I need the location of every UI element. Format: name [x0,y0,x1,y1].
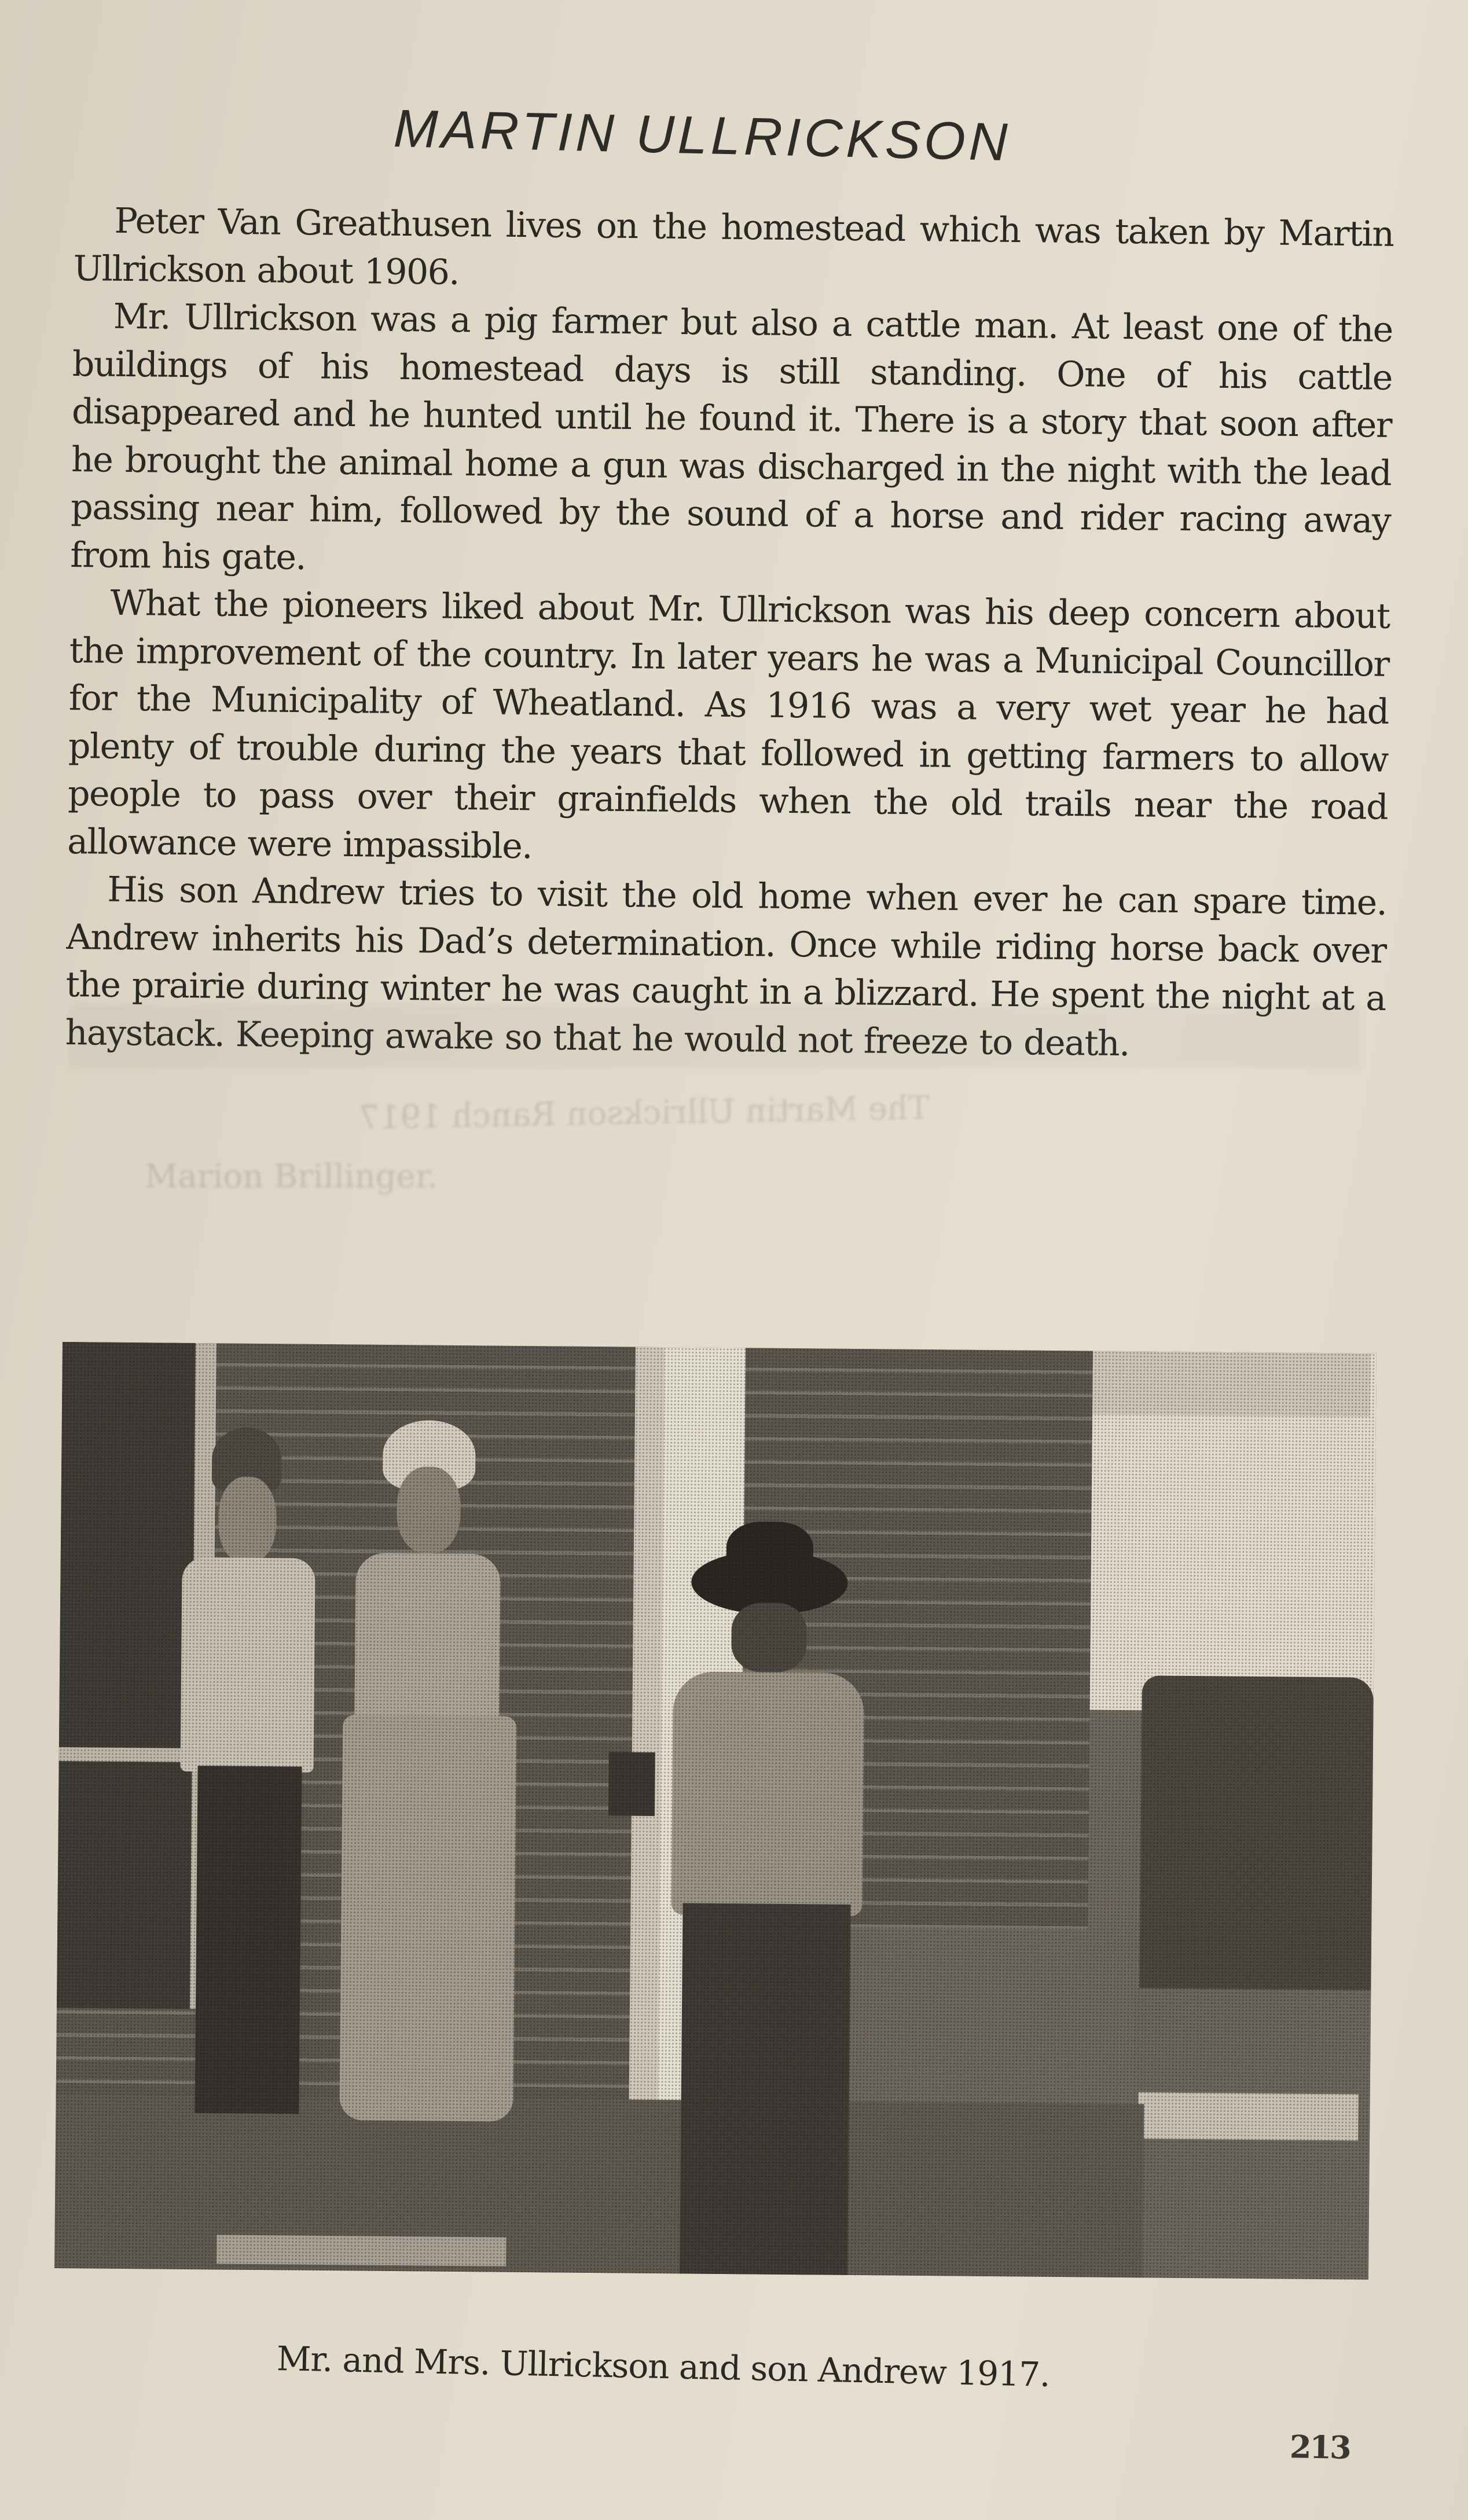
bleed-through-band [69,1004,1360,1068]
bleed-through-credit: Marion Brillinger. [145,1158,438,1195]
paragraph-3: What the pioneers liked about Mr. Ullrickson was his deep concern about the improvement of the country. In later years he was a Municipal Councillor for the Municipality of Wheatland. As 1916 was a very wet year he had plenty of trouble during the years that followed in getting farmers to allow people to pass over their grainfields when the old trails near the road allowance were impassible. [67,582,1390,867]
bleed-through-caption: The Martin Ullrickson Ranch 1917 [358,1089,930,1137]
paragraph-1: Peter Van Greathusen lives on the homestead which was taken by Martin Ullrickson about 1906. [73,200,1394,293]
paragraph-2: Mr. Ullrickson was a pig farmer but also a cattle man. At least one of the buildings of his homestead days is still standing. One of his cattle disappeared and he hunted until he found it. There is a story that soon after he brought the animal home a gun was discharged in the night with the lead passing near him, followed by the sound of a horse and rider racing away from his gate. [70,296,1393,578]
page-number: 213 [1289,2428,1350,2466]
article-body [65,197,1393,1070]
page-title: MARTIN ULLRICKSON [392,99,1012,173]
photo-caption: Mr. and Mrs. Ullrickson and son Andrew 1917. [276,2339,1051,2394]
historical-photo [54,1342,1377,2280]
paragraph-4: His son Andrew tries to visit the old home when ever he can spare time. Andrew inherits his Dad’s determination. Once while riding horse back over the prairie during winter he was caught in a blizzard. He spent the night at a haystack. Keeping awake so that he would not freeze to death. [65,869,1387,1064]
